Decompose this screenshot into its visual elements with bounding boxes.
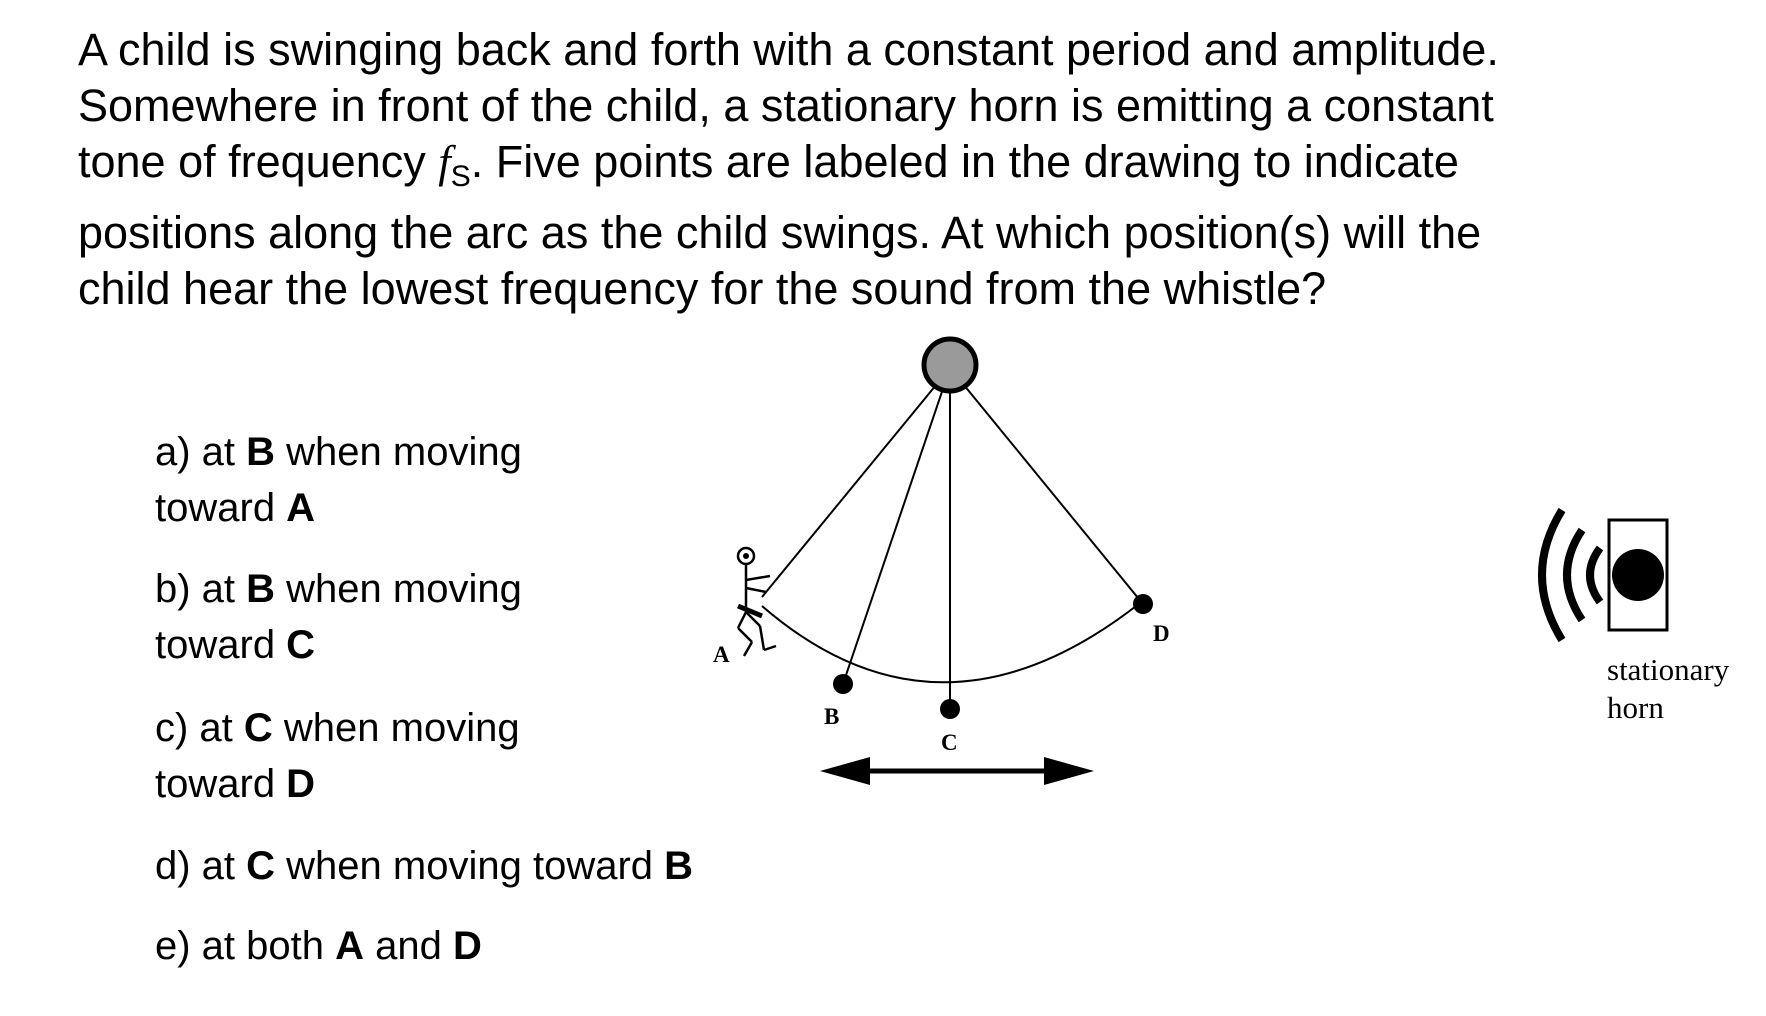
- point-c-label: C: [941, 730, 958, 755]
- option-d-point-2: B: [664, 844, 694, 888]
- frequency-symbol-sub: S: [450, 160, 471, 193]
- option-e-mid: and: [364, 924, 453, 968]
- option-d-mid: when moving toward: [275, 844, 665, 888]
- option-b-line2-pre: toward: [155, 623, 287, 667]
- option-a-point-2: A: [286, 486, 316, 530]
- option-e-point-2: D: [452, 924, 482, 968]
- arrowhead-left: [820, 757, 870, 785]
- horn-icon: [1542, 510, 1667, 640]
- option-d-point-1: C: [246, 844, 276, 888]
- pivot-circle: [924, 339, 976, 391]
- option-c-mid: when moving: [272, 706, 520, 750]
- child-head-detail: [743, 553, 749, 559]
- horn-label-line-2: horn: [1607, 690, 1664, 725]
- option-b-mid: when moving: [275, 567, 522, 611]
- point-a-label: A: [713, 642, 730, 667]
- question-line-1: A child is swinging back and forth with a constant period and amplitude.: [78, 24, 1499, 75]
- rope-to-b: [843, 368, 950, 684]
- child-figure: [738, 548, 776, 656]
- option-b-prefix: b) at: [155, 567, 247, 611]
- rope-to-a: [762, 368, 950, 597]
- option-c-prefix: c) at: [155, 706, 244, 750]
- option-b-point-1: B: [246, 567, 276, 611]
- frequency-symbol-f: f: [438, 137, 451, 187]
- motion-arrow: [820, 757, 1094, 785]
- option-d-prefix: d) at: [155, 844, 247, 888]
- question-line-3-pre: tone of frequency: [78, 136, 439, 187]
- sound-wave-middle: [1567, 530, 1582, 620]
- option-c-line2-pre: toward: [155, 762, 287, 806]
- point-b-label: B: [824, 704, 840, 729]
- question-line-2: Somewhere in front of the child, a stationary horn is emitting a constant: [78, 80, 1494, 131]
- option-a-prefix: a) at: [155, 430, 247, 474]
- option-e-prefix: e) at both: [155, 924, 336, 968]
- option-a-line2-pre: toward: [155, 486, 287, 530]
- point-b-dot: [833, 674, 853, 694]
- question-line-5: child hear the lowest frequency for the sound from the whistle?: [78, 263, 1327, 314]
- horn-speaker: [1612, 549, 1664, 601]
- sound-wave-outer: [1542, 510, 1562, 640]
- option-a-mid: when moving: [275, 430, 522, 474]
- option-b-point-2: C: [286, 623, 316, 667]
- option-a-point-1: B: [246, 430, 276, 474]
- point-c-dot: [940, 699, 960, 719]
- option-c-point-1: C: [243, 706, 273, 750]
- horn-label-line-1: stationary: [1607, 652, 1730, 687]
- option-e-point-1: A: [335, 924, 365, 968]
- question-line-4: positions along the arc as the child swings. At which position(s) will the: [78, 207, 1482, 258]
- point-d-label: D: [1153, 621, 1170, 646]
- arrowhead-right: [1044, 757, 1094, 785]
- question-line-3-post: . Five points are labeled in the drawing to indicate: [470, 136, 1459, 187]
- rope-to-d: [950, 368, 1143, 604]
- option-c-point-2: D: [286, 762, 316, 806]
- sound-wave-inner: [1590, 548, 1600, 602]
- point-d-dot: [1133, 594, 1153, 614]
